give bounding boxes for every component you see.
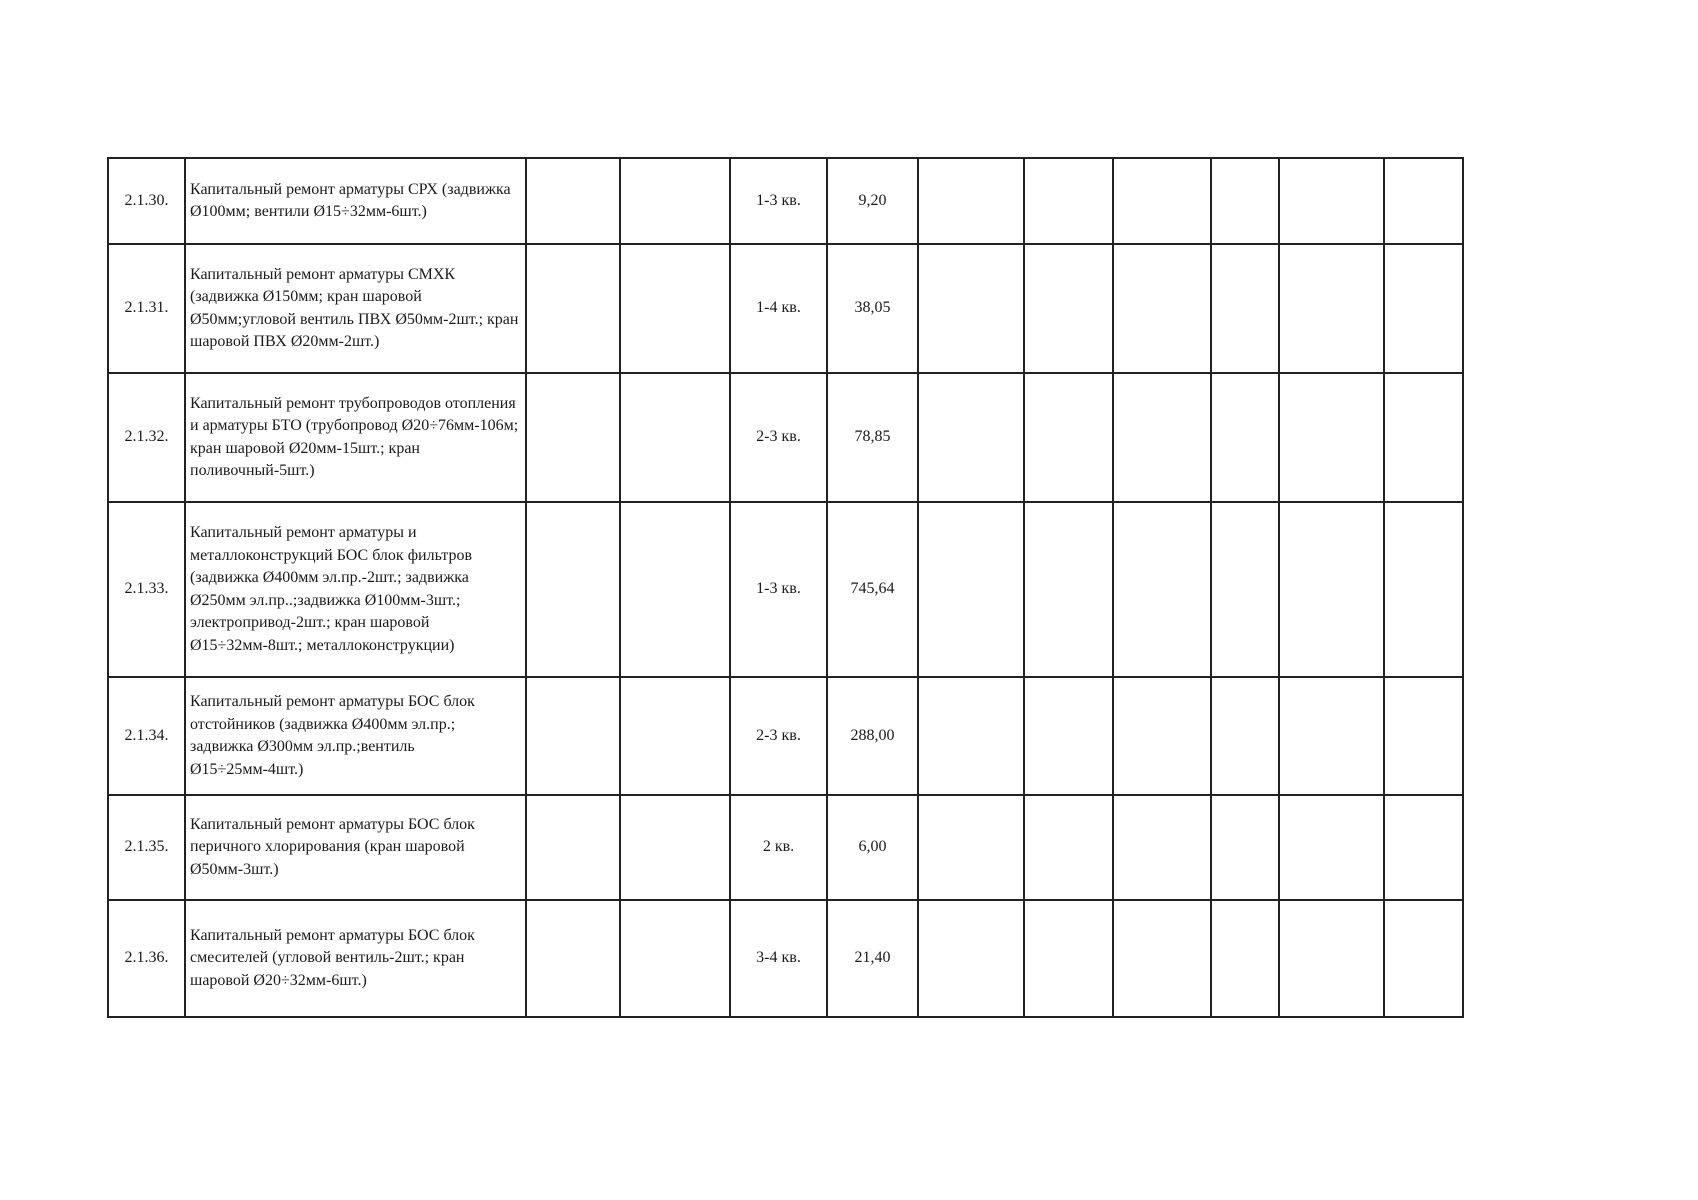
empty-cell bbox=[620, 244, 730, 373]
empty-cell bbox=[1279, 373, 1384, 502]
empty-cell bbox=[1113, 373, 1211, 502]
work-period: 1-3 кв. bbox=[730, 502, 827, 677]
empty-cell bbox=[1113, 900, 1211, 1017]
empty-cell bbox=[1024, 373, 1113, 502]
empty-cell bbox=[1279, 502, 1384, 677]
work-description: Капитальный ремонт арматуры БОС блок смесителей (угловой вентиль-2шт.; кран шаровой Ø20÷32мм-6шт.) bbox=[185, 900, 526, 1017]
empty-cell bbox=[918, 900, 1024, 1017]
empty-cell bbox=[918, 502, 1024, 677]
work-period: 3-4 кв. bbox=[730, 900, 827, 1017]
empty-cell bbox=[1279, 158, 1384, 244]
empty-cell bbox=[918, 244, 1024, 373]
table-row bbox=[108, 158, 1463, 244]
work-amount: 745,64 bbox=[827, 502, 918, 677]
empty-cell bbox=[1211, 158, 1279, 244]
empty-cell bbox=[620, 795, 730, 900]
work-amount: 21,40 bbox=[827, 900, 918, 1017]
empty-cell bbox=[1024, 795, 1113, 900]
empty-cell bbox=[1384, 795, 1463, 900]
empty-cell bbox=[620, 900, 730, 1017]
empty-cell bbox=[1211, 900, 1279, 1017]
empty-cell bbox=[1279, 677, 1384, 795]
empty-cell bbox=[1024, 158, 1113, 244]
empty-cell bbox=[1211, 795, 1279, 900]
work-description: Капитальный ремонт арматуры СРХ (задвижка Ø100мм; вентили Ø15÷32мм-6шт.) bbox=[185, 158, 526, 244]
item-number: 2.1.31. bbox=[108, 244, 185, 373]
work-description: Капитальный ремонт арматуры БОС блок перичного хлорирования (кран шаровой Ø50мм-3шт.) bbox=[185, 795, 526, 900]
empty-cell bbox=[620, 158, 730, 244]
empty-cell bbox=[1384, 158, 1463, 244]
empty-cell bbox=[1384, 502, 1463, 677]
work-period: 2 кв. bbox=[730, 795, 827, 900]
empty-cell bbox=[1211, 677, 1279, 795]
item-number: 2.1.32. bbox=[108, 373, 185, 502]
table-row bbox=[108, 795, 1463, 900]
empty-cell bbox=[1211, 502, 1279, 677]
empty-cell bbox=[1113, 795, 1211, 900]
table-row bbox=[108, 502, 1463, 677]
empty-cell bbox=[1384, 244, 1463, 373]
work-amount: 78,85 bbox=[827, 373, 918, 502]
empty-cell bbox=[620, 677, 730, 795]
item-number: 2.1.33. bbox=[108, 502, 185, 677]
work-amount: 288,00 bbox=[827, 677, 918, 795]
empty-cell bbox=[918, 158, 1024, 244]
empty-cell bbox=[620, 373, 730, 502]
empty-cell bbox=[1024, 502, 1113, 677]
empty-cell bbox=[918, 795, 1024, 900]
item-number: 2.1.36. bbox=[108, 900, 185, 1017]
empty-cell bbox=[526, 373, 620, 502]
table-row bbox=[108, 677, 1463, 795]
work-amount: 38,05 bbox=[827, 244, 918, 373]
empty-cell bbox=[526, 900, 620, 1017]
work-amount: 6,00 bbox=[827, 795, 918, 900]
item-number: 2.1.34. bbox=[108, 677, 185, 795]
empty-cell bbox=[1024, 244, 1113, 373]
empty-cell bbox=[1113, 677, 1211, 795]
table-row bbox=[108, 244, 1463, 373]
empty-cell bbox=[1024, 677, 1113, 795]
work-description: Капитальный ремонт арматуры БОС блок отстойников (задвижка Ø400мм эл.пр.; задвижка Ø300мм эл.пр.;вентиль Ø15÷25мм-4шт.) bbox=[185, 677, 526, 795]
empty-cell bbox=[918, 677, 1024, 795]
work-period: 1-3 кв. bbox=[730, 158, 827, 244]
empty-cell bbox=[1113, 158, 1211, 244]
item-number: 2.1.30. bbox=[108, 158, 185, 244]
work-period: 1-4 кв. bbox=[730, 244, 827, 373]
work-description: Капитальный ремонт арматуры и металлоконструкций БОС блок фильтров (задвижка Ø400мм эл.пр.-2шт.; задвижка Ø250мм эл.пр..;задвижка Ø100мм-3шт.; электропривод-2шт.; кран шаровой Ø15÷32мм-8шт.; металлоконструкции) bbox=[185, 502, 526, 677]
empty-cell bbox=[526, 158, 620, 244]
repair-plan-table bbox=[107, 157, 1464, 1018]
empty-cell bbox=[1384, 900, 1463, 1017]
work-period: 2-3 кв. bbox=[730, 677, 827, 795]
empty-cell bbox=[526, 244, 620, 373]
empty-cell bbox=[1211, 244, 1279, 373]
empty-cell bbox=[1113, 502, 1211, 677]
work-description: Капитальный ремонт трубопроводов отопления и арматуры БТО (трубопровод Ø20÷76мм-106м; кран шаровой Ø20мм-15шт.; кран поливочный-5шт.) bbox=[185, 373, 526, 502]
empty-cell bbox=[918, 373, 1024, 502]
empty-cell bbox=[1384, 373, 1463, 502]
work-period: 2-3 кв. bbox=[730, 373, 827, 502]
empty-cell bbox=[1211, 373, 1279, 502]
empty-cell bbox=[1279, 795, 1384, 900]
work-description: Капитальный ремонт арматуры СМХК (задвижка Ø150мм; кран шаровой Ø50мм;угловой вентиль ПВХ Ø50мм-2шт.; кран шаровой ПВХ Ø20мм-2шт.) bbox=[185, 244, 526, 373]
empty-cell bbox=[1024, 900, 1113, 1017]
table-row bbox=[108, 373, 1463, 502]
empty-cell bbox=[1113, 244, 1211, 373]
table-body bbox=[108, 158, 1463, 1017]
empty-cell bbox=[1279, 244, 1384, 373]
empty-cell bbox=[526, 677, 620, 795]
empty-cell bbox=[526, 795, 620, 900]
work-amount: 9,20 bbox=[827, 158, 918, 244]
empty-cell bbox=[620, 502, 730, 677]
table-row bbox=[108, 900, 1463, 1017]
item-number: 2.1.35. bbox=[108, 795, 185, 900]
empty-cell bbox=[1279, 900, 1384, 1017]
empty-cell bbox=[1384, 677, 1463, 795]
empty-cell bbox=[526, 502, 620, 677]
